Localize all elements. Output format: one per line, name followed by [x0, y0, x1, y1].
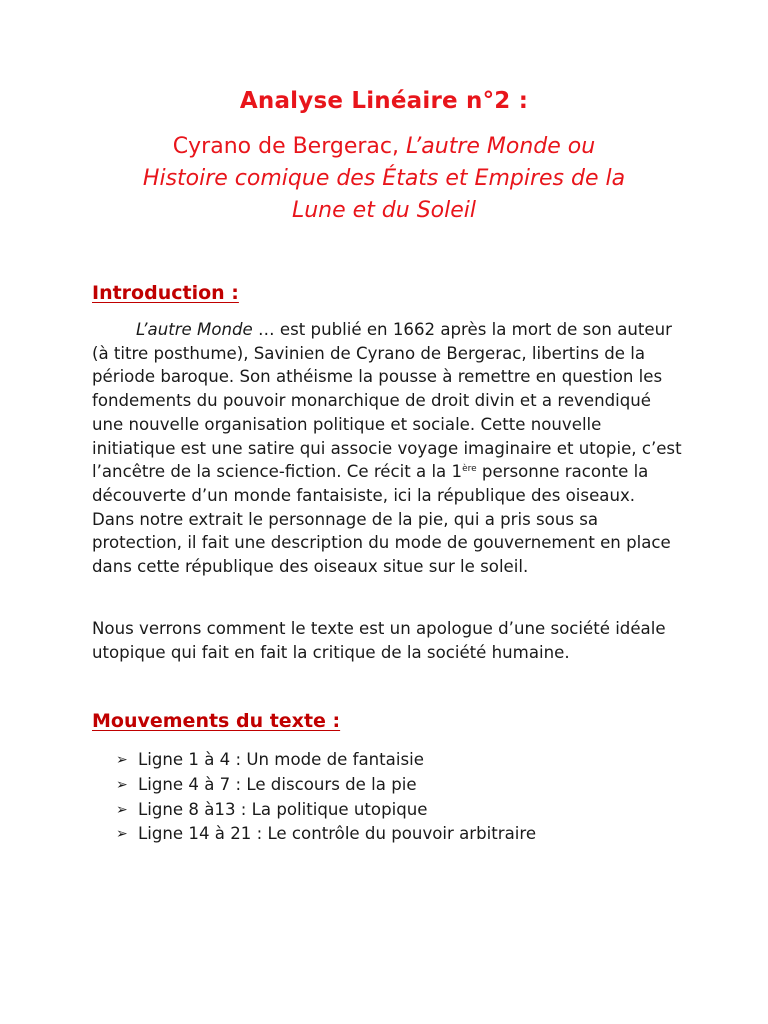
arrow-bullet-icon: ➢	[116, 776, 128, 793]
arrow-bullet-icon: ➢	[116, 752, 128, 768]
paragraph-1-text-a: … est publié en 1662 après la mort de son auteur (à titre posthume), Savinien de Cyrano de Bergerac, libertins de la période baroque. Son athéisme la pousse à remettre en question les fondements du pouvoir monarchique de droit divin et a revendiqué une nouvelle organisation politique et sociale. Cette nouvelle initiatique est une satire qui associe voyage imaginaire et utopie, c’est l’ancêtre de la science-fiction. Ce récit a la 1	[92, 320, 682, 482]
introduction-paragraph-1	[92, 318, 682, 579]
document-subtitle	[100, 131, 668, 227]
list-item-text: Ligne 14 à 21 : Le contrôle du pouvoir arbitraire	[138, 824, 537, 844]
list-item-text: Ligne 4 à 7 : Le discours de la pie	[138, 774, 417, 794]
list-item-text: Ligne 1 à 4 : Un mode de fantaisie	[138, 750, 424, 769]
introduction-paragraph-2: Nous verrons comment le texte est un apologue d’une société idéale utopique qui fait en fait la critique de la société humaine.	[92, 619, 666, 662]
document-title: Analyse Linéaire n°2 :	[239, 88, 529, 114]
arrow-bullet-icon: ➢	[116, 801, 128, 818]
introduction-heading: Introduction :	[92, 282, 239, 304]
ordinal-superscript: ère	[462, 464, 477, 475]
list-item-text: Ligne 8 à13 : La politique utopique	[138, 799, 428, 819]
movements-heading: Mouvements du texte :	[92, 710, 341, 732]
work-reference: L’autre Monde	[136, 320, 253, 339]
subtitle-work-part-1: L’autre Monde ou	[406, 134, 596, 159]
subtitle-work-part-2: Histoire comique des États et Empires de la	[142, 166, 626, 191]
subtitle-work-part-3: Lune et du Soleil	[291, 198, 477, 223]
subtitle-author: Cyrano de Bergerac,	[172, 134, 406, 159]
movements-list	[116, 748, 536, 847]
list-item	[116, 773, 536, 798]
list-item	[116, 748, 536, 773]
list-item	[116, 798, 536, 823]
paragraph-1-text-b: personne raconte la découverte d’un monde fantaisiste, ici la république des oiseaux. Dans notre extrait le personnage de la pie, qui a pris sous sa protection, il fait une description du mode de gouvernement en place dans cette république des oiseaux situe sur le soleil.	[92, 462, 671, 577]
subtitle-line-1	[100, 131, 668, 163]
arrow-bullet-icon: ➢	[116, 826, 128, 843]
list-item	[116, 822, 536, 847]
